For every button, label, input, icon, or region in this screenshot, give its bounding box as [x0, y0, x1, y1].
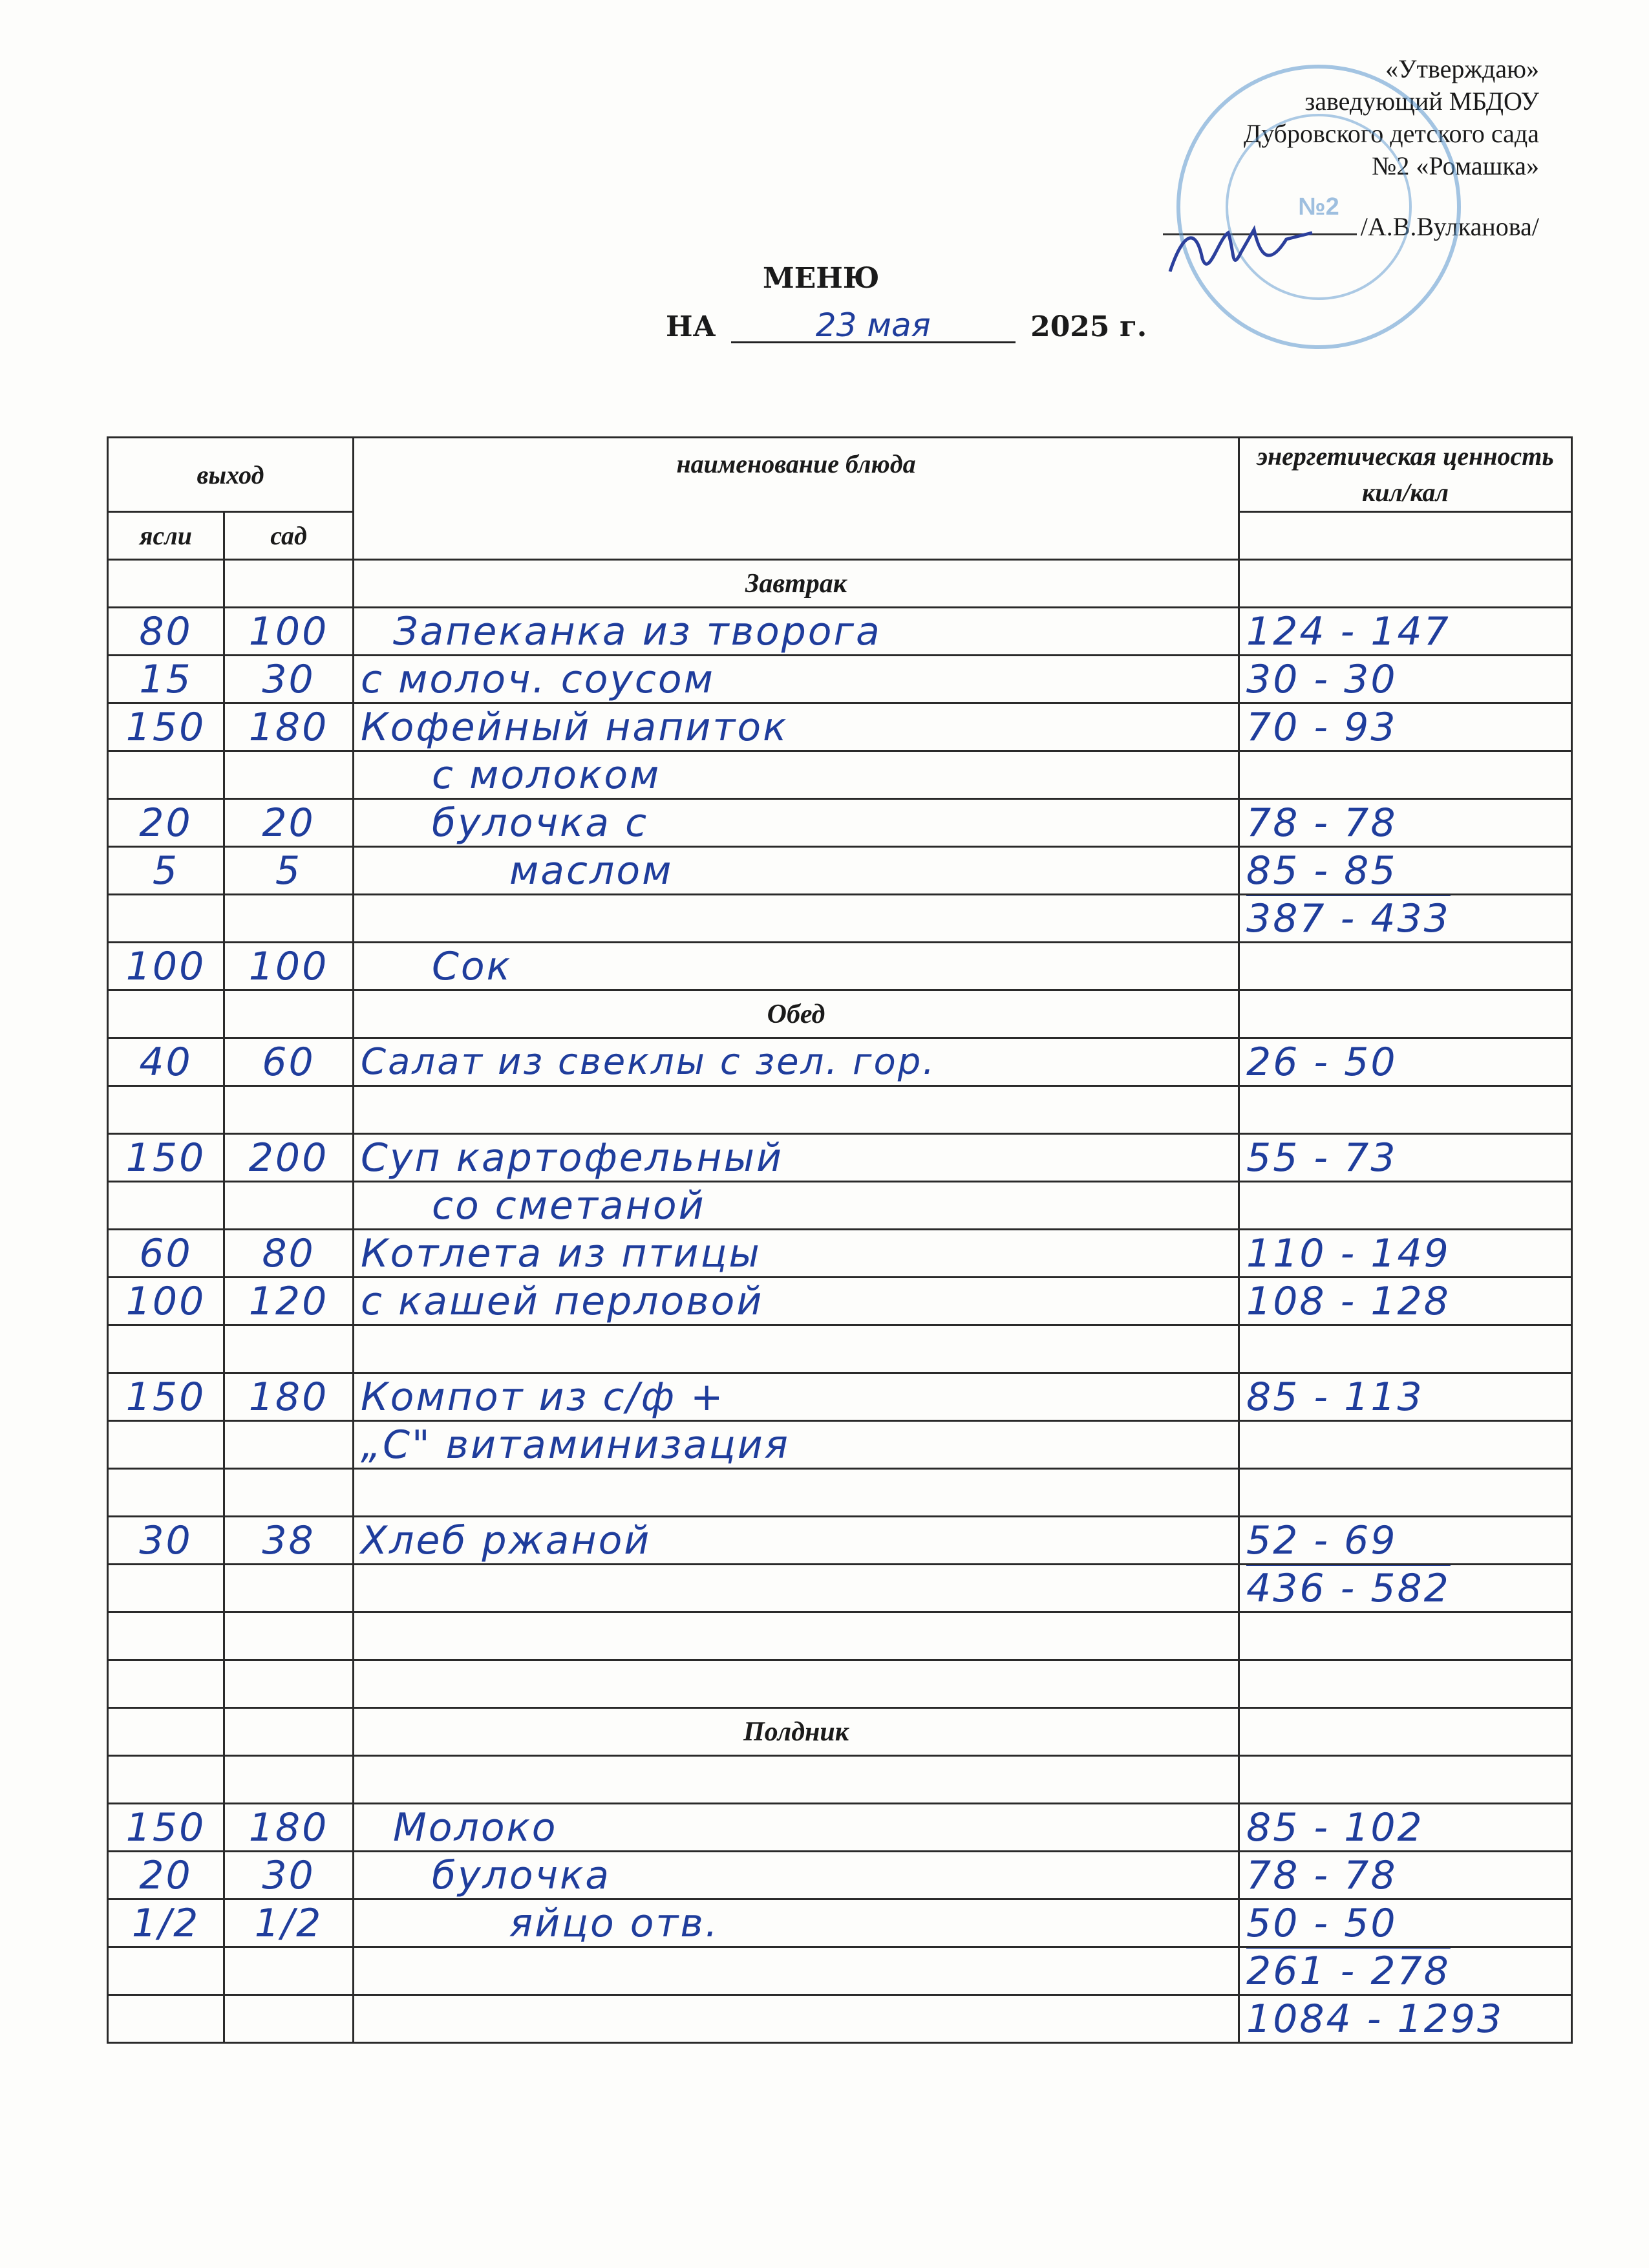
- kcal-cell: 30 - 30: [1239, 656, 1572, 703]
- nursery-cell: 15: [108, 656, 224, 703]
- dish-cell: Сок: [354, 943, 1239, 990]
- nursery-cell: 40: [108, 1038, 224, 1086]
- round-stamp: [1176, 65, 1461, 349]
- garden-cell: 100: [224, 943, 354, 990]
- table-row: [108, 1421, 1572, 1469]
- table-row: [108, 1565, 1572, 1612]
- section-lunch: Обед: [354, 990, 1239, 1038]
- dish-cell: маслом: [354, 847, 1239, 895]
- col-energy-header: энергетическая ценность кил/кал: [1239, 438, 1572, 512]
- section-snack: Полдник: [354, 1708, 1239, 1756]
- dish-cell: с молоч. соусом: [354, 656, 1239, 703]
- empty-cell: [1239, 560, 1572, 608]
- kcal-cell: [1239, 1660, 1572, 1708]
- section-breakfast: Завтрак: [354, 560, 1239, 608]
- garden-cell: 38: [224, 1517, 354, 1565]
- nursery-cell: [108, 1995, 224, 2043]
- table-row: [108, 943, 1572, 990]
- kcal-cell: 110 - 149: [1239, 1230, 1572, 1278]
- dish-cell: яйцо отв.: [354, 1899, 1239, 1947]
- nursery-cell: 150: [108, 703, 224, 751]
- nursery-cell: [108, 1660, 224, 1708]
- nursery-cell: [108, 1565, 224, 1612]
- dish-cell: булочка: [354, 1852, 1239, 1899]
- kcal-cell: 50 - 50: [1239, 1899, 1572, 1947]
- nursery-cell: 20: [108, 1852, 224, 1899]
- garden-cell: [224, 1421, 354, 1469]
- kcal-cell: 26 - 50: [1239, 1038, 1572, 1086]
- table-row: [108, 799, 1572, 847]
- dish-cell: Суп картофельный: [354, 1134, 1239, 1182]
- garden-cell: 180: [224, 703, 354, 751]
- approval-org-name: №2 «Ромашка»: [1372, 151, 1539, 180]
- garden-cell: 5: [224, 847, 354, 895]
- table-header-row: [108, 438, 1572, 512]
- kcal-cell: 78 - 78: [1239, 799, 1572, 847]
- col-nursery-header: ясли: [108, 512, 224, 560]
- kcal-cell: 55 - 73: [1239, 1134, 1572, 1182]
- kcal-cell: [1239, 1612, 1572, 1660]
- kcal-cell: 70 - 93: [1239, 703, 1572, 751]
- nursery-cell: [108, 1756, 224, 1804]
- nursery-cell: [108, 1421, 224, 1469]
- approval-position: заведующий МБДОУ: [1304, 87, 1539, 116]
- garden-cell: 30: [224, 1852, 354, 1899]
- nursery-cell: 5: [108, 847, 224, 895]
- table-row: [108, 608, 1572, 656]
- table-row: [108, 1899, 1572, 1947]
- nursery-cell: 150: [108, 1134, 224, 1182]
- nursery-cell: [108, 1612, 224, 1660]
- table-row: [108, 1373, 1572, 1421]
- table-row: [108, 1182, 1572, 1230]
- table-row: [108, 1230, 1572, 1278]
- empty-cell: [1239, 990, 1572, 1038]
- nursery-cell: 150: [108, 1804, 224, 1852]
- garden-cell: [224, 1182, 354, 1230]
- garden-cell: [224, 1660, 354, 1708]
- table-row: [108, 1804, 1572, 1852]
- dish-cell: [354, 895, 1239, 943]
- dish-cell: Котлета из птицы: [354, 1230, 1239, 1278]
- page-title: МЕНЮ: [763, 262, 880, 295]
- dish-cell: с кашей перловой: [354, 1278, 1239, 1325]
- empty-cell: [224, 990, 354, 1038]
- table-row: [108, 1995, 1572, 2043]
- garden-cell: [224, 751, 354, 799]
- handwritten-signature: [1157, 213, 1319, 291]
- energy-empty-cell: [1239, 512, 1572, 560]
- empty-cell: [1239, 1708, 1572, 1756]
- kcal-subtotal: 436 - 582: [1239, 1565, 1572, 1612]
- nursery-cell: 1/2: [108, 1899, 224, 1947]
- kcal-cell: 108 - 128: [1239, 1278, 1572, 1325]
- nursery-cell: [108, 1325, 224, 1373]
- kcal-cell: 124 - 147: [1239, 608, 1572, 656]
- table-row: [108, 1517, 1572, 1565]
- section-row-lunch: [108, 990, 1572, 1038]
- table-row: [108, 1852, 1572, 1899]
- approval-org: Дубровского детского сада: [1243, 119, 1539, 148]
- dish-cell: со сметаной: [354, 1182, 1239, 1230]
- kcal-cell: [1239, 751, 1572, 799]
- table-row: [108, 1756, 1572, 1804]
- table-row: [108, 656, 1572, 703]
- garden-cell: 180: [224, 1804, 354, 1852]
- kcal-subtotal: 387 - 433: [1239, 895, 1572, 943]
- dish-cell: „С" витаминизация: [354, 1421, 1239, 1469]
- dish-cell: [354, 1660, 1239, 1708]
- dish-cell: [354, 1086, 1239, 1134]
- garden-cell: 180: [224, 1373, 354, 1421]
- nursery-cell: [108, 1086, 224, 1134]
- section-row-snack: [108, 1708, 1572, 1756]
- table-row: [108, 1278, 1572, 1325]
- table-row: [108, 1325, 1572, 1373]
- garden-cell: 200: [224, 1134, 354, 1182]
- kcal-cell: 52 - 69: [1239, 1517, 1572, 1565]
- dish-cell: Кофейный напиток: [354, 703, 1239, 751]
- approval-signer: /А.В.Вулканова/: [1360, 212, 1539, 241]
- stamp-text: №2: [1298, 193, 1339, 220]
- nursery-cell: [108, 1469, 224, 1517]
- table-row: [108, 895, 1572, 943]
- empty-cell: [108, 560, 224, 608]
- garden-cell: [224, 1086, 354, 1134]
- garden-cell: [224, 1995, 354, 2043]
- nursery-cell: 60: [108, 1230, 224, 1278]
- table-row: [108, 1469, 1572, 1517]
- garden-cell: [224, 1565, 354, 1612]
- table-row: [108, 703, 1572, 751]
- dish-cell: Молоко: [354, 1804, 1239, 1852]
- garden-cell: 30: [224, 656, 354, 703]
- menu-date: 23 мая: [731, 309, 1016, 343]
- dish-cell: Хлеб ржаной: [354, 1517, 1239, 1565]
- garden-cell: 100: [224, 608, 354, 656]
- col-garden-header: сад: [224, 512, 354, 560]
- dish-cell: с молоком: [354, 751, 1239, 799]
- nursery-cell: 100: [108, 943, 224, 990]
- dish-cell: [354, 1947, 1239, 1995]
- garden-cell: [224, 895, 354, 943]
- garden-cell: [224, 1612, 354, 1660]
- table-row: [108, 1134, 1572, 1182]
- kcal-subtotal: 261 - 278: [1239, 1947, 1572, 1995]
- garden-cell: 80: [224, 1230, 354, 1278]
- garden-cell: [224, 1756, 354, 1804]
- table-row: [108, 847, 1572, 895]
- dish-cell: [354, 1995, 1239, 2043]
- garden-cell: 60: [224, 1038, 354, 1086]
- garden-cell: 20: [224, 799, 354, 847]
- table-row: [108, 1038, 1572, 1086]
- nursery-cell: 80: [108, 608, 224, 656]
- kcal-cell: [1239, 943, 1572, 990]
- dish-cell: [354, 1565, 1239, 1612]
- menu-year: 2025 г.: [1030, 310, 1147, 343]
- kcal-cell: 78 - 78: [1239, 1852, 1572, 1899]
- nursery-cell: [108, 1182, 224, 1230]
- table-row: [108, 1086, 1572, 1134]
- col-name-header: наименование блюда: [354, 438, 1239, 560]
- garden-cell: 1/2: [224, 1899, 354, 1947]
- kcal-cell: 85 - 102: [1239, 1804, 1572, 1852]
- table-row: [108, 751, 1572, 799]
- kcal-cell: [1239, 1756, 1572, 1804]
- nursery-cell: [108, 895, 224, 943]
- kcal-cell: [1239, 1325, 1572, 1373]
- dish-cell: [354, 1612, 1239, 1660]
- empty-cell: [108, 1708, 224, 1756]
- dish-cell: Компот из с/ф +: [354, 1373, 1239, 1421]
- dish-cell: [354, 1756, 1239, 1804]
- nursery-cell: 100: [108, 1278, 224, 1325]
- empty-cell: [224, 1708, 354, 1756]
- empty-cell: [108, 990, 224, 1038]
- garden-cell: [224, 1469, 354, 1517]
- kcal-daily-total: 1084 - 1293: [1239, 1995, 1572, 2043]
- nursery-cell: [108, 751, 224, 799]
- kcal-cell: [1239, 1469, 1572, 1517]
- table-row: [108, 1947, 1572, 1995]
- nursery-cell: [108, 1947, 224, 1995]
- garden-cell: 120: [224, 1278, 354, 1325]
- col-output-header: выход: [108, 438, 354, 512]
- kcal-cell: 85 - 85: [1239, 847, 1572, 895]
- dish-cell: Салат из свеклы с зел. гор.: [354, 1038, 1239, 1086]
- dish-cell: Запеканка из творога: [354, 608, 1239, 656]
- menu-date-line: [666, 306, 1147, 344]
- nursery-cell: 20: [108, 799, 224, 847]
- kcal-cell: [1239, 1086, 1572, 1134]
- table-row: [108, 1612, 1572, 1660]
- dish-cell: [354, 1469, 1239, 1517]
- kcal-cell: [1239, 1421, 1572, 1469]
- table-row: [108, 1660, 1572, 1708]
- empty-cell: [224, 560, 354, 608]
- garden-cell: [224, 1325, 354, 1373]
- nursery-cell: 30: [108, 1517, 224, 1565]
- nursery-cell: 150: [108, 1373, 224, 1421]
- kcal-cell: [1239, 1182, 1572, 1230]
- dish-cell: [354, 1325, 1239, 1373]
- menu-table: [107, 436, 1573, 2044]
- dish-cell: булочка с: [354, 799, 1239, 847]
- garden-cell: [224, 1947, 354, 1995]
- kcal-cell: 85 - 113: [1239, 1373, 1572, 1421]
- section-row-breakfast: [108, 560, 1572, 608]
- approval-line: «Утверждаю»: [1385, 54, 1539, 83]
- date-prefix: НА: [666, 310, 716, 343]
